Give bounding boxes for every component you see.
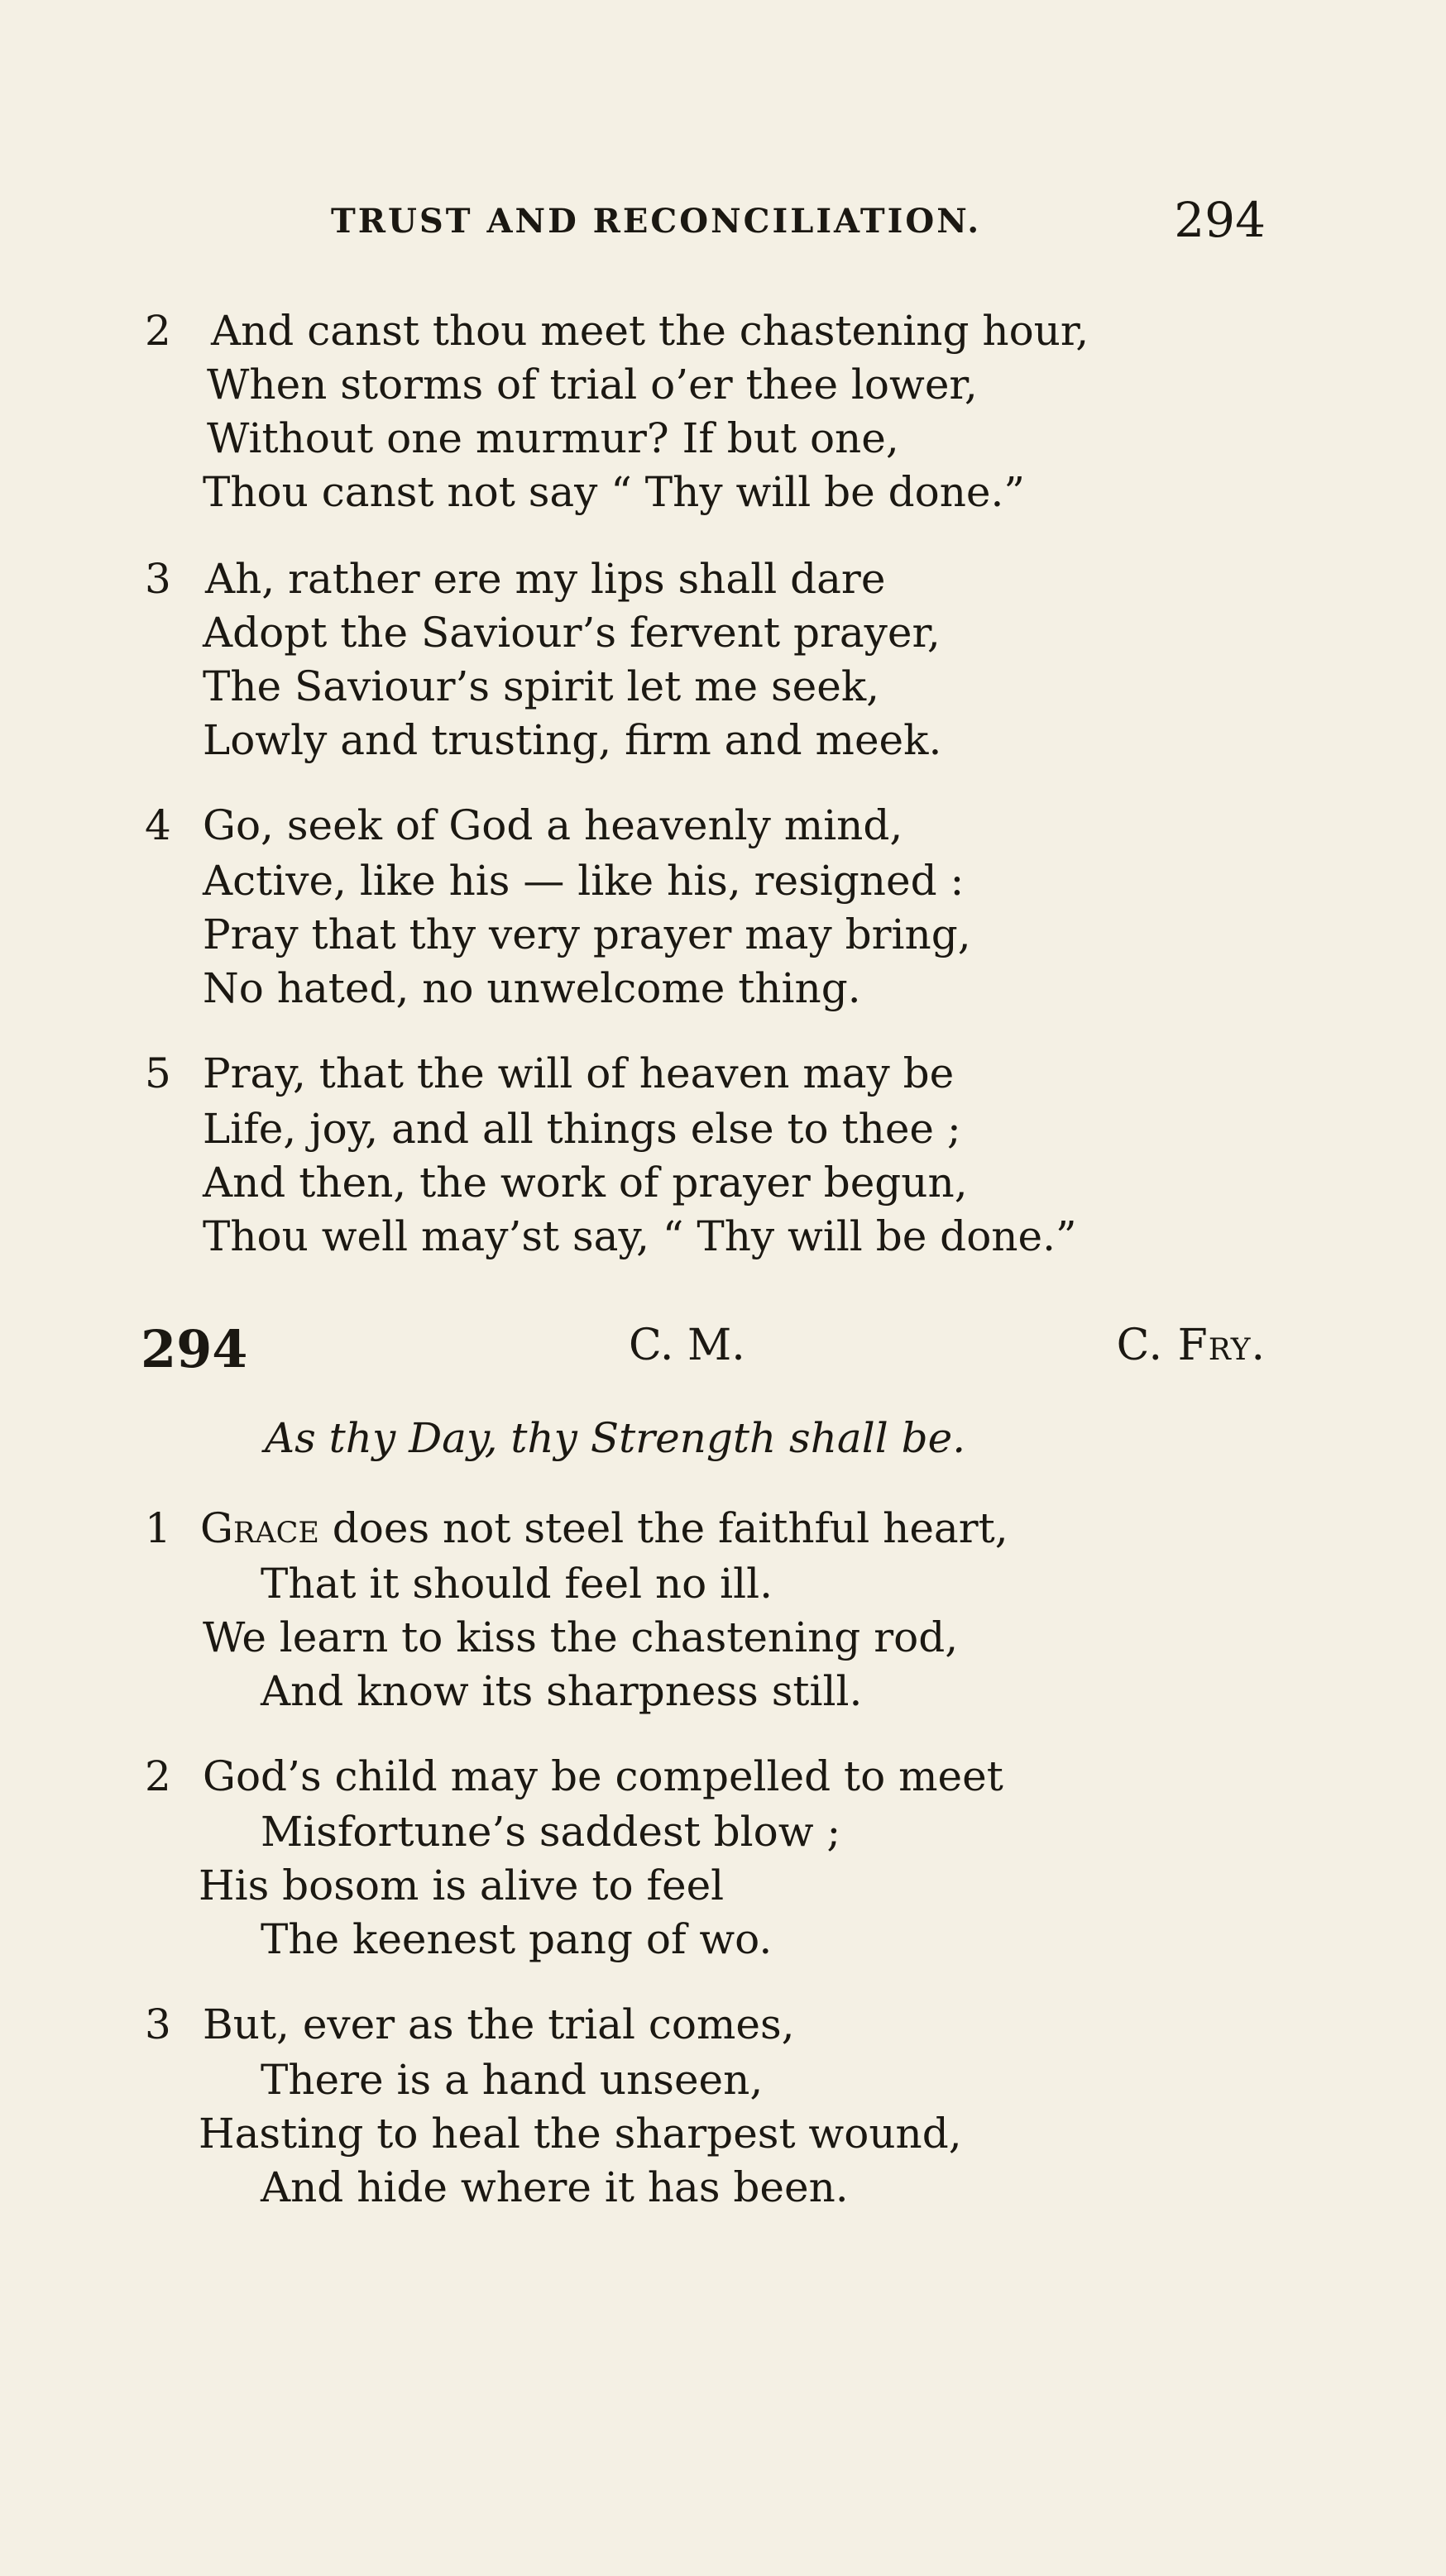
stanza-number: 2 (145, 1752, 171, 1800)
verse-line: Hasting to heal the sharpest wound, (199, 2110, 962, 2158)
verse-line: Pray, that the will of heaven may be (203, 1049, 955, 1097)
verse-line: The keenest pang of wo. (261, 1915, 773, 1963)
first-line-rest: does not steel the faithful heart, (318, 1504, 1008, 1552)
verse-line: When storms of trial o’er thee lower, (207, 361, 978, 409)
page-header (331, 192, 1266, 258)
hymn-meter: C. M. (629, 1321, 745, 1370)
verse-line: His bosom is alive to feel (199, 1862, 725, 1909)
verse-line: Misfortune’s saddest blow ; (261, 1808, 841, 1856)
verse-line: Active, like his — like his, resigned : (203, 857, 965, 905)
verse-line: Ah, rather ere my lips shall dare (205, 555, 886, 603)
stanza-number: 5 (145, 1049, 171, 1097)
hymn-author: C. Fry. (1116, 1321, 1266, 1370)
verse-line: And then, the work of prayer begun, (203, 1159, 968, 1207)
verse-line: And know its sharpness still. (261, 1667, 863, 1715)
hymn-number: 294 (141, 1319, 248, 1379)
stanza-number: 1 (145, 1504, 171, 1552)
verse-line: Lowly and trusting, firm and meek. (203, 716, 942, 764)
verse-line: God’s child may be compelled to meet (203, 1752, 1003, 1800)
verse-line: That it should feel no ill. (261, 1560, 773, 1608)
verse-line: And hide where it has been. (261, 2163, 849, 2211)
stanza-number: 3 (145, 555, 171, 603)
verse-line: Pray that thy very prayer may bring, (203, 910, 971, 958)
stanza-number: 2 (145, 307, 171, 355)
verse-line: Adopt the Saviour’s fervent prayer, (203, 609, 941, 657)
verse-line: The Saviour’s spirit let me seek, (203, 662, 880, 710)
verse-line: And canst thou meet the chastening hour, (211, 307, 1089, 355)
verse-line: Thou canst not say “ Thy will be done.” (203, 468, 1025, 516)
running-head: TRUST AND RECONCILIATION. (331, 202, 982, 241)
verse-line: There is a hand unseen, (261, 2056, 764, 2104)
verse-line: But, ever as the trial comes, (203, 2000, 795, 2048)
hymn-heading (141, 1319, 1266, 1385)
verse-line: Without one murmur? If but one, (207, 414, 899, 462)
verse-line: No hated, no unwelcome thing. (203, 964, 861, 1012)
verse-line: Life, joy, and all things else to thee ; (203, 1105, 961, 1153)
verse-line: We learn to kiss the chastening rod, (203, 1613, 959, 1661)
stanza-number: 3 (145, 2000, 171, 2048)
stanza-number: 4 (145, 801, 171, 849)
verse-line: Thou well may’st say, “ Thy will be done.” (203, 1212, 1077, 1260)
first-word: Grace (200, 1504, 319, 1552)
verse-line: Go, seek of God a heavenly mind, (203, 801, 903, 849)
hymn-subtitle: As thy Day, thy Strength shall be. (265, 1414, 966, 1462)
page-number: 294 (1174, 192, 1266, 248)
verse-line (200, 1503, 1008, 1553)
